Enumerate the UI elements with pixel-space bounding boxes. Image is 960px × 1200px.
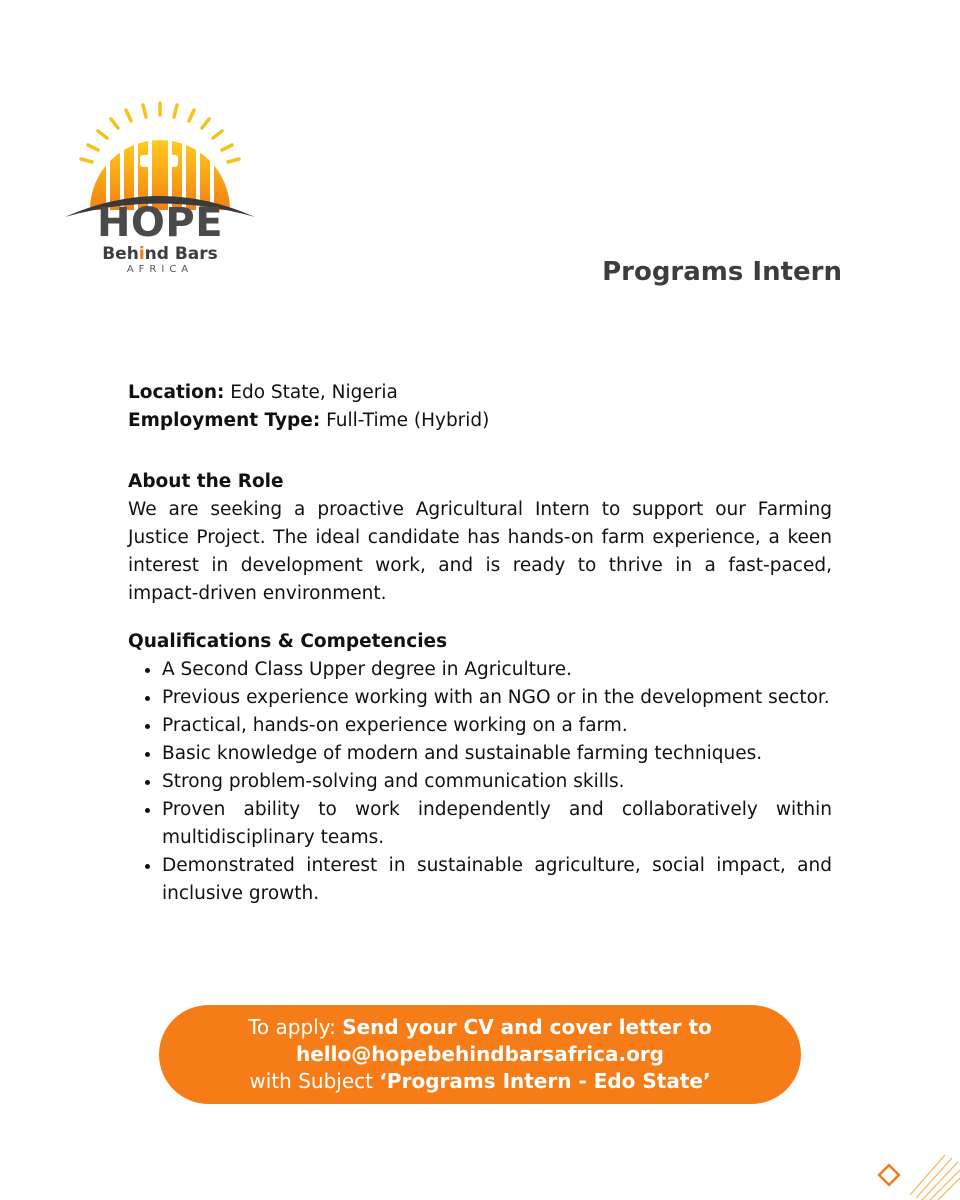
qualification-item: • Proven ability to work independently and collaboratively within multidisciplinary teams. <box>162 796 832 852</box>
apply-instruction: Send your CV and cover letter to <box>342 1015 712 1039</box>
apply-line-3 <box>159 1068 801 1095</box>
apply-line-1 <box>159 1014 801 1041</box>
logo-behind-bars-text: Behind Bars <box>102 244 218 264</box>
qualification-item: • Practical, hands-on experience working on a farm. <box>162 712 832 740</box>
qualification-item: • Previous experience working with an NGO or in the development sector. <box>162 684 832 712</box>
employment-type-value: Full-Time (Hybrid) <box>320 410 490 431</box>
employment-type-line <box>128 407 832 435</box>
logo-africa-text: AFRICA <box>126 264 194 275</box>
employment-type-label: Employment Type: <box>128 410 321 431</box>
qualification-item: • Demonstrated interest in sustainable agriculture, social impact, and inclusive growth. <box>162 852 832 908</box>
job-title: Programs Intern <box>602 257 842 287</box>
apply-subject-prefix: with Subject <box>249 1069 380 1093</box>
location-value: Edo State, Nigeria <box>224 382 398 403</box>
qualifications-heading: Qualifications & Competencies <box>128 631 448 652</box>
job-description <box>128 379 832 908</box>
qualification-item: • A Second Class Upper degree in Agriculture. <box>162 656 832 684</box>
qualifications-list <box>128 656 832 908</box>
apply-subject: ‘Programs Intern - Edo State’ <box>379 1069 711 1093</box>
location-label: Location: <box>128 382 225 403</box>
qualification-item: • Strong problem-solving and communication skills. <box>162 768 832 796</box>
apply-line-2 <box>159 1041 801 1068</box>
apply-banner <box>159 1005 801 1104</box>
apply-email[interactable]: hello@hopebehindbarsafrica.org <box>295 1042 664 1066</box>
apply-prefix: To apply: <box>248 1015 343 1039</box>
location-line <box>128 379 832 407</box>
about-heading: About the Role <box>128 471 284 492</box>
corner-decoration-icon <box>870 1140 960 1200</box>
qualification-item: • Basic knowledge of modern and sustainable farming techniques. <box>162 740 832 768</box>
about-text: We are seeking a proactive Agricultural Intern to support our Farming Justice Project. The ideal candidate has hands-on farm experience, a keen interest in development work, and is ready to thrive in a fast-paced, impact-driven environment. <box>128 499 832 604</box>
logo-hope-text: HOPE <box>96 200 224 246</box>
